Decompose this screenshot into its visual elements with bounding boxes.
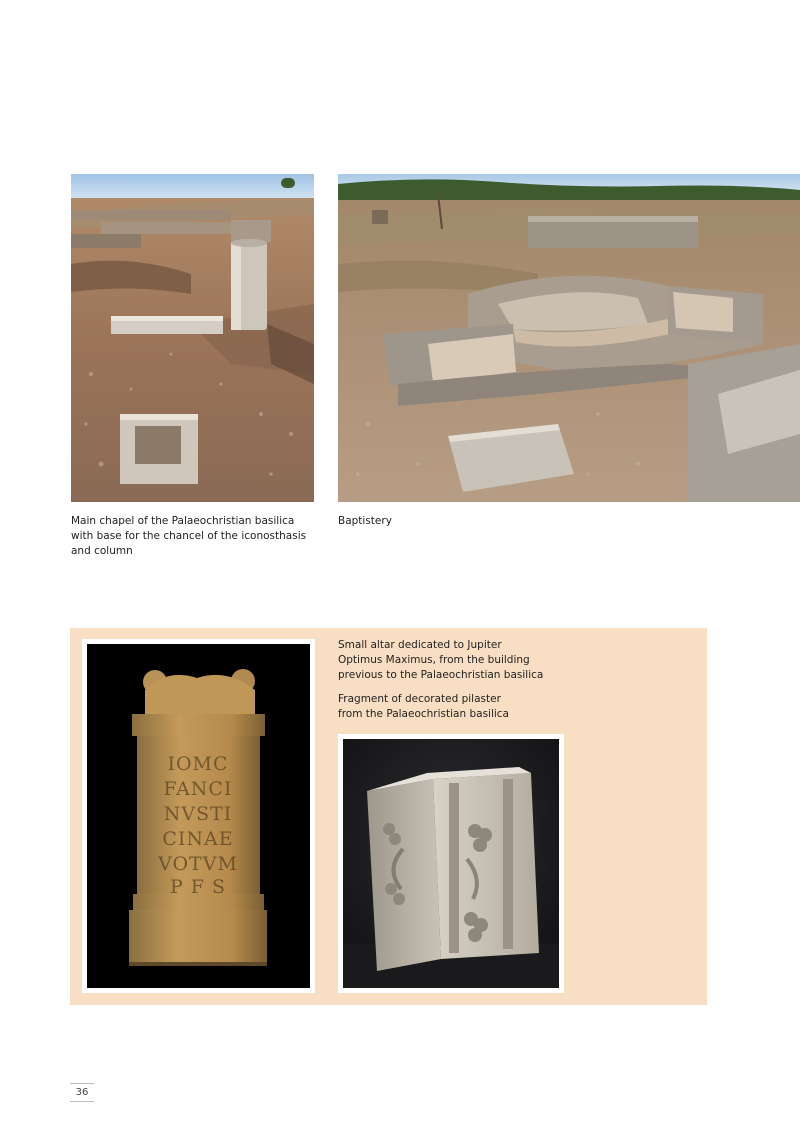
inscription-line: NVSTI [163,803,233,825]
caption-line: Baptistery [338,515,392,527]
caption-line: previous to the Palaeochristian basilica [338,669,544,681]
inscription-line: CINAE [162,828,234,850]
baptistery-caption [338,514,392,529]
caption-line: Optimus Maximus, from the building [338,654,530,666]
caption-line: Fragment of decorated pilaster [338,693,501,705]
inscription-line: FANCI [163,778,233,800]
caption-line: Main chapel of the Palaeochristian basilica [71,515,295,527]
artifacts-panel [70,628,707,1005]
pilaster-photo [343,739,559,988]
pilaster-photo-frame [338,734,564,993]
altar-caption [338,638,543,683]
altar-photo [87,644,310,988]
caption-line: Small altar dedicated to Jupiter [338,639,502,651]
inscription-line: P F S [169,876,227,898]
altar-photo-frame [82,639,315,993]
caption-line: with base for the chancel of the iconosthasis [71,530,307,542]
caption-line: and column [71,545,133,557]
inscription-line: IOMC [167,753,229,775]
baptistery-photo [338,174,800,502]
caption-line: from the Palaeochristian basilica [338,708,509,720]
pilaster-caption [338,692,509,722]
main-chapel-caption [71,514,306,559]
inscription-line: VOTVM [158,853,238,875]
page-number: 36 [70,1083,94,1102]
main-chapel-photo [71,174,314,502]
